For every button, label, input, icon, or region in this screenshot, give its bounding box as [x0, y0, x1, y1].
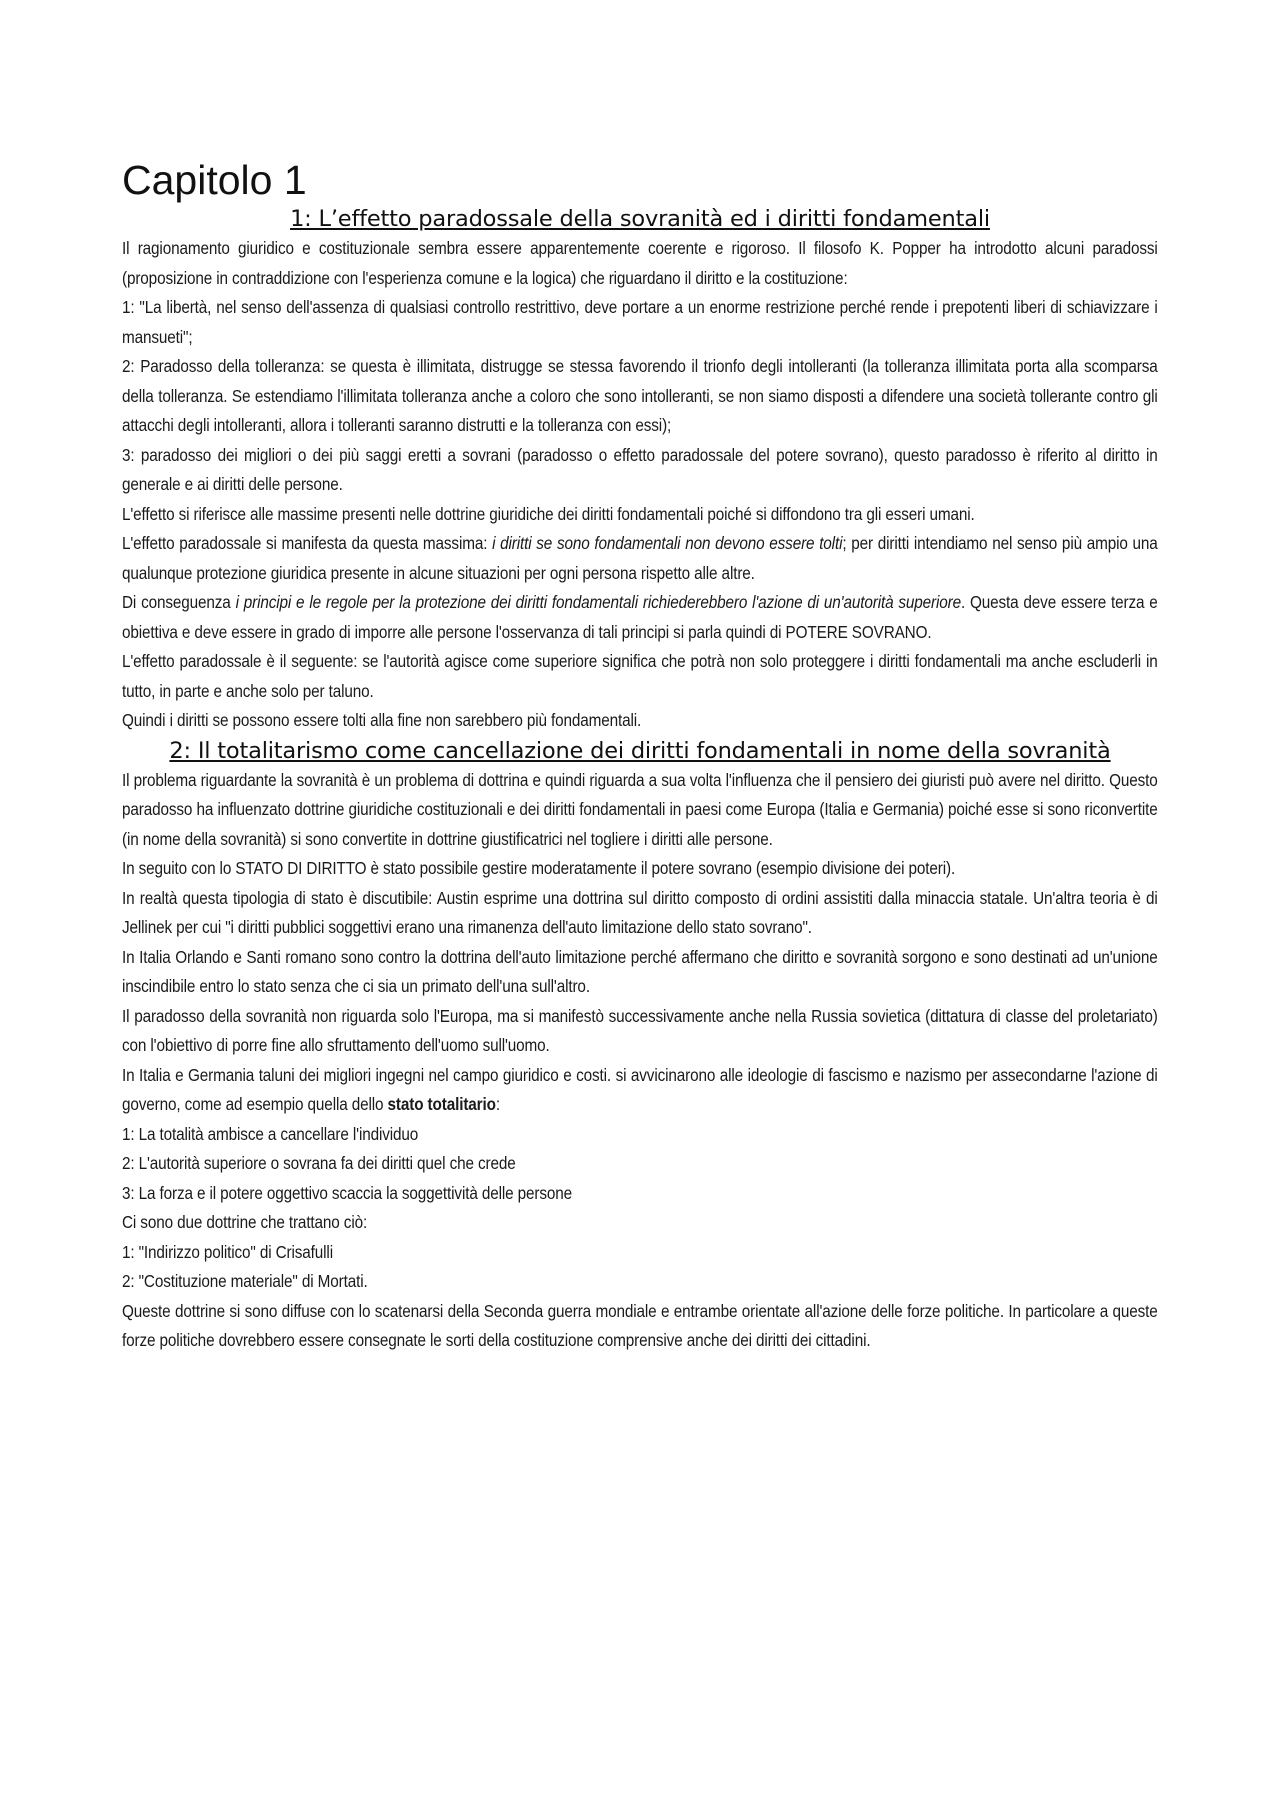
paragraph: In Italia Orlando e Santi romano sono contro la dottrina dell'auto limitazione perché affermano che diritto e sovranità sorgono e sono destinati ad un'unione inscindibile entro lo stato senza che ci sia un primato dell'una sull'altro.	[122, 946, 1158, 996]
section-2-heading: 2: Il totalitarismo come cancellazione dei diritti fondamentali in nome della sovranità	[169, 737, 1111, 764]
paragraph: L'effetto paradossale è il seguente: se l'autorità agisce come superiore significa che potrà non solo proteggere i diritti fondamentali ma anche escluderli in tutto, in parte e anche solo per taluno.	[122, 651, 1158, 701]
section-1-body	[122, 234, 1158, 736]
list-item: 2: "Costituzione materiale" di Mortati.	[122, 1271, 368, 1291]
document-page	[122, 156, 1158, 1356]
paragraph: Ci sono due dottrine che trattano ciò:	[122, 1212, 368, 1232]
paragraph: 2: Paradosso della tolleranza: se questa è illimitata, distrugge se stessa favorendo il trionfo degli intolleranti (la tolleranza illimitata porta alla scomparsa della tolleranza. Se estendiamo l'illimitata tolleranza anche a coloro che sono intolleranti, se non siamo disposti a difendere una società tollerante contro gli attacchi degli intolleranti, allora i tolleranti saranno distrutti e la tolleranza con essi);	[122, 356, 1158, 435]
text-run: Di conseguenza	[122, 592, 236, 612]
section-2-body	[122, 766, 1158, 1356]
list-item: 3: La forza e il potere oggettivo scaccia la soggettività delle persone	[122, 1182, 573, 1203]
text-run: In Italia e Germania taluni dei migliori ingegni nel campo giuridico e costi. si avvicinarono alle ideologie di fascismo e nazismo per assecondarne l'azione di governo, come ad esempio quella dello	[122, 1064, 1158, 1114]
paragraph: Quindi i diritti se possono essere tolti alla fine non sarebbero più fondamentali.	[122, 710, 642, 730]
paragraph: Il paradosso della sovranità non riguarda solo l'Europa, ma si manifestò successivamente anche nella Russia sovietica (dittatura di classe del proletariato) con l'obiettivo di porre fine allo sfruttamento dell'uomo sull'uomo.	[122, 1005, 1158, 1055]
paragraph	[122, 529, 1158, 588]
paragraph: L'effetto si riferisce alle massime presenti nelle dottrine giuridiche dei diritti fondamentali poiché si diffondono tra gli esseri umani.	[122, 503, 975, 524]
list-item: 1: La totalità ambisce a cancellare l'individuo	[122, 1123, 419, 1144]
italic-run: i principi e le regole per la protezione dei diritti fondamentali richiederebbero l'azione di un'autorità superiore	[235, 592, 961, 612]
chapter-title: Capitolo 1	[122, 157, 307, 203]
paragraph	[122, 1061, 1158, 1120]
paragraph: 3: paradosso dei migliori o dei più saggi eretti a sovrani (paradosso o effetto paradossale del potere sovrano), questo paradosso è riferito al diritto in generale e ai diritti delle persone.	[122, 444, 1158, 494]
italic-run: i diritti se sono fondamentali non devono essere tolti	[492, 533, 843, 553]
text-run: :	[495, 1094, 500, 1114]
text-run: L'effetto paradossale si manifesta da questa massima:	[122, 533, 493, 553]
paragraph: Il problema riguardante la sovranità è un problema di dottrina e quindi riguarda a sua volta l'influenza che il pensiero dei giuristi può avere nel diritto. Questo paradosso ha influenzato dottrine giuridiche costituzionali e dei diritti fondamentali in paesi come Europa (Italia e Germania) poiché esse si sono riconvertite (in nome della sovranità) si sono convertite in dottrine giustificatrici nel togliere i diritti alle persone.	[122, 769, 1158, 849]
list-item: 1: "Indirizzo politico" di Crisafulli	[122, 1241, 333, 1262]
paragraph	[122, 588, 1158, 647]
paragraph: 1: "La libertà, nel senso dell'assenza di qualsiasi controllo restrittivo, deve portare a un enorme restrizione perché rende i prepotenti liberi di schiavizzare i mansueti";	[122, 297, 1158, 347]
section-1-heading: 1: L’effetto paradossale della sovranità ed i diritti fondamentali	[290, 206, 990, 232]
paragraph: In seguito con lo STATO DI DIRITTO è stato possibile gestire moderatamente il potere sovrano (esempio divisione dei poteri).	[122, 858, 956, 878]
paragraph: Il ragionamento giuridico e costituzionale sembra essere apparentemente coerente e rigoroso. Il filosofo K. Popper ha introdotto alcuni paradossi (proposizione in contraddizione con l'esperienza comune e la logica) che riguardano il diritto e la costituzione:	[122, 238, 1158, 288]
paragraph: Queste dottrine si sono diffuse con lo scatenarsi della Seconda guerra mondiale e entrambe orientate all'azione delle forze politiche. In particolare a queste forze politiche dovrebbero essere consegnate le sorti della costituzione comprensive anche dei diritti dei cittadini.	[122, 1300, 1158, 1350]
paragraph: In realtà questa tipologia di stato è discutibile: Austin esprime una dottrina sul diritto composto di ordini assistiti dalla minaccia statale. Un'altra teoria è di Jellinek per cui "i diritti pubblici soggettivi erano una rimanenza dell'auto limitazione dello stato sovrano".	[122, 887, 1158, 937]
text-run: ; per diritti intendiamo nel senso più ampio una qualunque protezione giuridica presente in alcune situazioni per ogni persona rispetto alle altre.	[122, 533, 1158, 583]
bold-run: stato totalitario	[387, 1094, 496, 1114]
text-run: . Questa deve essere terza e obiettiva e deve essere in grado di imporre alle persone l'osservanza di tali principi si parla quindi di POTERE SOVRANO.	[122, 592, 1158, 642]
list-item: 2: L'autorità superiore o sovrana fa dei diritti quel che crede	[122, 1153, 516, 1173]
